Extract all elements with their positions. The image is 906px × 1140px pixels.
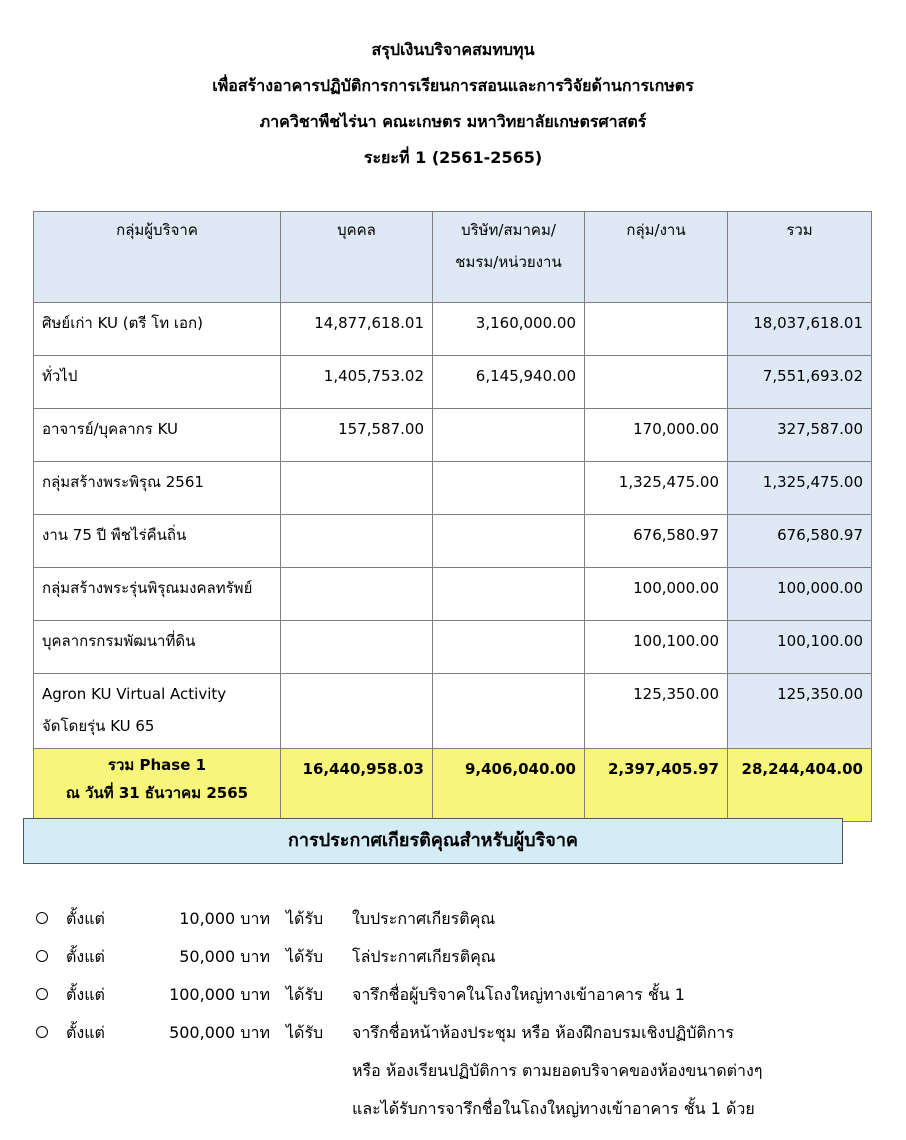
table-header-row [34, 212, 872, 303]
cell-total: 100,100.00 [728, 621, 872, 674]
cell-name: ทั่วไป [34, 356, 281, 409]
header-company-line2: ชมรม/หน่วยงาน [455, 253, 562, 271]
header-group: กลุ่มผู้บริจาค [34, 212, 281, 303]
cell-name: อาจารย์/บุคลากร KU [34, 409, 281, 462]
header-team: กลุ่ม/งาน [585, 212, 728, 303]
cell-company [433, 515, 585, 568]
cell-total: 676,580.97 [728, 515, 872, 568]
cell-company [433, 409, 585, 462]
table-row [34, 356, 872, 409]
table-row [34, 621, 872, 674]
tier-description-line: และได้รับการจารึกชื่อในโถงใหญ่ทางเข้าอาคาร ชั้น 1 ด้วย [352, 1099, 755, 1118]
cell-team: 100,000.00 [585, 568, 728, 621]
tier-description-line: จารึกชื่อผู้บริจาคในโถงใหญ่ทางเข้าอาคาร ชั้น 1 [352, 985, 685, 1004]
cell-team: 676,580.97 [585, 515, 728, 568]
cell-total: 7,551,693.02 [728, 356, 872, 409]
cell-name: งาน 75 ปี พืชไร่คืนถิ่น [34, 515, 281, 568]
cell-name-line2: จัดโดยรุ่น KU 65 [42, 717, 155, 735]
tier-amount: 10,000 บาท [179, 909, 270, 928]
table-row [34, 303, 872, 356]
circle-bullet-icon [36, 912, 48, 924]
cell-individual [281, 462, 433, 515]
tier-description-line: หรือ ห้องเรียนปฏิบัติการ ตามยอดบริจาคของห้องขนาดต่างๆ [352, 1061, 763, 1080]
header-company [433, 212, 585, 303]
tier-amount: 500,000 บาท [169, 1023, 270, 1042]
recognition-tier-list [36, 906, 886, 1134]
list-item [36, 982, 886, 1020]
cell-total: 18,037,618.01 [728, 303, 872, 356]
cell-team: 1,325,475.00 [585, 462, 728, 515]
tier-description-line: จารึกชื่อหน้าห้องประชุม หรือ ห้องฝึกอบรมเชิงปฏิบัติการ [352, 1023, 735, 1042]
tier-receive: ได้รับ [286, 1023, 324, 1042]
sum-company: 9,406,040.00 [433, 749, 585, 822]
cell-individual [281, 621, 433, 674]
tier-description-line: ใบประกาศเกียรติคุณ [352, 909, 496, 928]
circle-bullet-icon [36, 988, 48, 1000]
tier-description [352, 906, 886, 944]
list-item [36, 906, 886, 944]
tier-amount: 100,000 บาท [169, 985, 270, 1004]
cell-company: 6,145,940.00 [433, 356, 585, 409]
tier-from: ตั้งแต่ [66, 909, 105, 928]
cell-team: 100,100.00 [585, 621, 728, 674]
tier-from: ตั้งแต่ [66, 1023, 105, 1042]
cell-name [34, 674, 281, 749]
title-line-4: ระยะที่ 1 (2561-2565) [363, 148, 543, 167]
cell-team [585, 303, 728, 356]
cell-company [433, 568, 585, 621]
title-line-2: เพื่อสร้างอาคารปฏิบัติการการเรียนการสอนและการวิจัยด้านการเกษตร [212, 76, 694, 95]
sum-row [34, 749, 872, 822]
cell-company [433, 674, 585, 749]
cell-company: 3,160,000.00 [433, 303, 585, 356]
tier-amount: 50,000 บาท [179, 947, 270, 966]
cell-name: บุคลากรกรมพัฒนาที่ดิน [34, 621, 281, 674]
tier-receive: ได้รับ [286, 909, 324, 928]
header-individual: บุคคล [281, 212, 433, 303]
list-item [36, 944, 886, 982]
table-row [34, 515, 872, 568]
tier-description [352, 982, 886, 1020]
tier-receive: ได้รับ [286, 947, 324, 966]
sum-label [34, 749, 281, 822]
tier-description [352, 1020, 886, 1134]
list-item [36, 1020, 886, 1134]
cell-name: กลุ่มสร้างพระพิรุณ 2561 [34, 462, 281, 515]
title-line-1: สรุปเงินบริจาคสมทบทุน [371, 40, 535, 59]
cell-total: 125,350.00 [728, 674, 872, 749]
header-total: รวม [728, 212, 872, 303]
cell-team: 170,000.00 [585, 409, 728, 462]
cell-team [585, 356, 728, 409]
sum-individual: 16,440,958.03 [281, 749, 433, 822]
cell-individual [281, 568, 433, 621]
table-row [34, 409, 872, 462]
cell-team: 125,350.00 [585, 674, 728, 749]
sum-team: 2,397,405.97 [585, 749, 728, 822]
sum-total: 28,244,404.00 [728, 749, 872, 822]
sum-label-line2: ณ วันที่ 31 ธันวาคม 2565 [65, 784, 249, 802]
tier-description-line: โล่ประกาศเกียรติคุณ [352, 947, 496, 966]
cell-name: ศิษย์เก่า KU (ตรี โท เอก) [34, 303, 281, 356]
sum-label-line1: รวม Phase 1 [107, 756, 207, 774]
cell-total: 327,587.00 [728, 409, 872, 462]
cell-total: 1,325,475.00 [728, 462, 872, 515]
cell-individual [281, 674, 433, 749]
cell-individual: 14,877,618.01 [281, 303, 433, 356]
donation-summary-table [33, 211, 872, 822]
cell-company [433, 462, 585, 515]
header-company-line1: บริษัท/สมาคม/ [461, 221, 556, 239]
cell-individual [281, 515, 433, 568]
cell-name-line1: Agron KU Virtual Activity [42, 685, 227, 703]
cell-total: 100,000.00 [728, 568, 872, 621]
recognition-banner: การประกาศเกียรติคุณสำหรับผู้บริจาค [23, 818, 843, 864]
tier-from: ตั้งแต่ [66, 985, 105, 1004]
table-row [34, 568, 872, 621]
cell-name: กลุ่มสร้างพระรุ่นพิรุณมงคลทรัพย์ [34, 568, 281, 621]
cell-company [433, 621, 585, 674]
circle-bullet-icon [36, 1026, 48, 1038]
document-title-block [0, 32, 906, 176]
tier-description [352, 944, 886, 982]
title-line-3: ภาควิชาพืชไร่นา คณะเกษตร มหาวิทยาลัยเกษตรศาสตร์ [259, 112, 647, 131]
tier-receive: ได้รับ [286, 985, 324, 1004]
cell-individual: 157,587.00 [281, 409, 433, 462]
circle-bullet-icon [36, 950, 48, 962]
table-row [34, 462, 872, 515]
table-row [34, 674, 872, 749]
tier-from: ตั้งแต่ [66, 947, 105, 966]
cell-individual: 1,405,753.02 [281, 356, 433, 409]
